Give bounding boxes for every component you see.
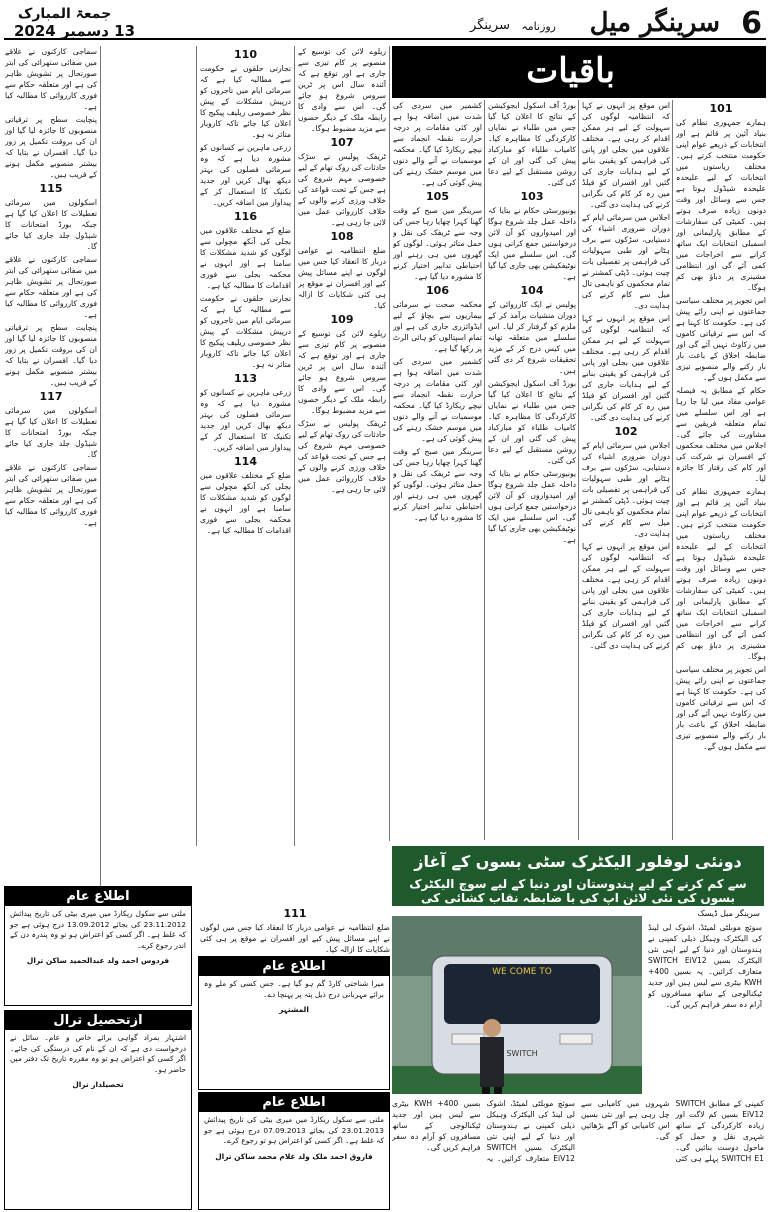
article-paragraph: زرعی ماہرین نے کسانوں کو مشورہ دیا ہے کہ وہ سرمائی فصلوں کی بہتر دیکھ بھال کریں اور جدید تکنیک کا استعمال کر کے پیداوار میں اضافہ کریں۔	[200, 388, 291, 452]
story-number: 116	[234, 210, 257, 223]
notice-signature: فاروق احمد ملک ولد غلام محمد ساکن ترال	[215, 1151, 373, 1161]
article-paragraph: ٹریفک پولیس نے سڑک حادثات کی روک تھام کے لیے خصوصی مہم شروع کی ہے جس کے تحت قواعد کی خلاف ورزی کرنے والوں کے خلاف کارروائی عمل میں لائی جا رہی ہے۔	[298, 152, 386, 227]
story-number: 113	[234, 372, 257, 385]
column-1	[676, 100, 766, 840]
article-paragraph: اسکولوں میں سرمائی تعطیلات کا اعلان کیا گیا ہے جبکہ بورڈ امتحانات کا شیڈول جلد جاری کیا جائے گا۔	[5, 198, 97, 251]
ad-headline: دونئی لوفلور الیکٹرک سٹی بسوں کے آغاز	[414, 852, 742, 871]
column-5	[298, 46, 386, 846]
issue-date: 13 دسمبر 2024	[14, 22, 136, 40]
article-paragraph: ضلع کے مختلف علاقوں میں بجلی کی آنکھ مچولی سے لوگوں کو شدید مشکلات کا سامنا ہے اور انہوں نے محکمہ بجلی سے فوری اقدامات کا مطالبہ کیا ہے۔	[200, 226, 291, 290]
article-paragraph: اس موقع پر انہوں نے کہا کہ انتظامیہ لوگوں کی سہولت کے لیے ہر ممکن اقدام کر رہی ہے۔ مختلف علاقوں میں بجلی اور پانی کی فراہمی کو یقینی بنانے کے لیے ہدایات جاری کی گئیں اور افسران کو فیلڈ میں رہ کر کام کی نگرانی کرنے کی ہدایت دی گئی۔	[582, 101, 670, 209]
bus-destination-sign: WE COME TO	[492, 967, 552, 977]
article-paragraph: پولیس نے ایک کارروائی کے دوران منشیات برآمد کر کے ملزم کو گرفتار کر لیا۔ اس سلسلے میں متعلقہ تھانہ میں کیس درج کر کے مزید تحقیقات شروع کر دی گئی ہیں۔	[488, 300, 576, 375]
article-paragraph: ضلع انتظامیہ نے عوامی دربار کا انعقاد کیا جس میں لوگوں نے اپنے مسائل پیش کیے اور افسران نے موقع پر ہی کئی شکایات کا ازالہ کیا۔	[200, 923, 390, 954]
article-paragraph: یونیورسٹی حکام نے بتایا کہ داخلہ عمل جلد شروع ہوگا اور امیدواروں کو آن لائن درخواستیں جمع کرانی ہوں گی۔ اس سلسلے میں ایک نوٹیفکیشن بھی جاری کیا گیا ہے۔	[488, 206, 576, 281]
bus-photo	[392, 916, 642, 1094]
story-number: 104	[520, 284, 544, 297]
notice-body: ملتی سے سکول ریکارڈ میں میری بیٹی کی تاریخ پیدائش 23.11.2012 کی بجائے 13.09.2012 درج ہوئی ہے جو کہ غلط ہے۔ اگر کسی کو اعتراض ہو تو وہ پندرہ دن کے اندر رجوع کرے۔	[10, 909, 186, 950]
article-paragraph: سماجی کارکنوں نے علاقے میں صفائی ستھرائی کی ابتر صورتحال پر تشویش ظاہر کی ہے اور متعلقہ حکام سے فوری کارروائی کا مطالبہ کیا ہے۔	[5, 255, 97, 319]
notice-body: میرا شناختی کارڈ گم ہو گیا ہے۔ جس کسی کو ملے وہ برائے مہربانی درج ذیل پتہ پر پہنچا دے۔	[204, 979, 384, 999]
article-paragraph: حکام کے مطابق یہ فیصلہ عوامی مفاد میں لیا جا رہا ہے اور اس سلسلے میں تمام متعلقہ فریقین سے مشاورت کی جائے گی۔ اجلاس میں مختلف محکموں کے افسران نے شرکت کی اور کام کی رفتار کا جائزہ لیا۔	[676, 386, 766, 483]
column-3	[488, 100, 576, 840]
story-number: 101	[709, 102, 733, 115]
article-paragraph: اجلاس میں سرمائی ایام کے دوران ضروری اشیاء کی دستیابی، سڑکوں سے برف ہٹانے اور طبی سہولیات کی فراہمی پر تفصیلی بات چیت ہوئی۔ ڈپٹی کمشنر نے تمام محکموں کو باہمی تال میل سے کام کرنے کی ہدایت دی۔	[582, 213, 670, 310]
story-number: 106	[426, 284, 449, 297]
article-paragraph: کشمیر میں سردی کی شدت میں اضافہ ہوا ہے اور کئی مقامات پر درجہ حرارت نقطہ انجماد سے نیچے ریکارڈ کیا گیا۔ محکمہ موسمیات نے آنے والے دنوں میں موسم خشک رہنے کی پیش گوئی کی ہے۔	[393, 357, 482, 443]
notice-title: اطلاع عام	[5, 887, 191, 906]
ad-bottom-text	[392, 1098, 764, 1208]
public-notice-3	[198, 1092, 390, 1210]
article-paragraph: پنچایت سطح پر ترقیاتی منصوبوں کا جائزہ لیا گیا اور ان کی بروقت تکمیل پر زور دیا گیا۔ افسران نے بتایا کہ بیشتر منصوبے مکمل ہونے کے قریب ہیں۔	[5, 323, 97, 387]
notice-signature: فردوس احمد ولد عبدالحمید ساکن ترال	[26, 956, 170, 965]
article-paragraph: اس تجویز پر مختلف سیاسی جماعتوں نے اپنی رائے پیش کی ہے۔ حکومت کا کہنا ہے کہ اس سے ترقیاتی کاموں میں رکاوٹ نہیں آئے گی اور ضابطہ اخلاق کے باعث بار بار رکنے والے منصوبے تیزی سے مکمل ہوں گے۔	[676, 296, 766, 382]
tehsil-notice	[4, 1010, 192, 1210]
notice-title: اطلاع عام	[199, 957, 389, 976]
article-paragraph: تجارتی حلقوں نے حکومت سے مطالبہ کیا ہے کہ سرمائی ایام میں تاجروں کو درپیش مشکلات کے پیش نظر خصوصی ریلیف پیکیج کا اعلان کیا جائے تاکہ کاروبار متاثر نہ ہو۔	[200, 294, 291, 369]
article-paragraph: اجلاس میں سرمائی ایام کے دوران ضروری اشیاء کی دستیابی، سڑکوں سے برف ہٹانے اور طبی سہولیات کی فراہمی پر تفصیلی بات چیت ہوئی۔ ڈپٹی کمشنر نے تمام محکموں کو باہمی تال میل سے کام کرنے کی ہدایت دی۔	[582, 441, 670, 538]
column-2	[582, 100, 670, 840]
article-paragraph: ریلوے لائن کی توسیع کے منصوبے پر کام تیزی سے جاری ہے اور توقع ہے کہ آئندہ سال اس پر ٹرین سروس شروع ہو جائے گی۔ اس سے وادی کا رابطہ ملک کے دیگر حصوں سے مزید مضبوط ہوگا۔	[298, 47, 386, 133]
article-paragraph: سرینگر میں صبح کے وقت گھنا کہرا چھایا رہا جس کی وجہ سے ٹریفک کی نقل و حمل متاثر ہوئی۔ لوگوں کو گھروں میں ہی رہنے اور احتیاطی تدابیر اختیار کرنے کا مشورہ دیا گیا ہے۔	[393, 447, 482, 522]
article-paragraph: ضلع کے مختلف علاقوں میں بجلی کی آنکھ مچولی سے لوگوں کو شدید مشکلات کا سامنا ہے اور انہوں نے محکمہ بجلی سے فوری اقدامات کا مطالبہ کیا ہے۔	[200, 471, 291, 535]
notice-title: اطلاع عام	[199, 1093, 389, 1112]
ad-bottom-paragraph: سوئچ موبلٹی لمیٹڈ، اشوک لی لینڈ کی الیکٹرک وہیکل ذیلی کمپنی نے ہندوستان اور دنیا کے لیے اپنی نئی الیکٹرک بسیں SWITCH EiV12 متعارف کرائیں۔ یہ بسیں 400+ KWH بیٹری سے لیس ہیں اور جدید ٹیکنالوجی کے ساتھ مسافروں کو آرام دہ سفر فراہم کریں گی۔	[392, 1099, 575, 1163]
page-number: 6	[741, 6, 762, 41]
story-number: 102	[614, 425, 638, 438]
notice-body: ملتی سے سکول ریکارڈ میں میری بیٹی کی تاریخ پیدائش 23.01.2013 کی بجائے 07.09.2013 درج ہوئی ہے جو کہ غلط ہے۔ اگر کسی کو اعتراض ہو تو رجوع کرے۔	[204, 1115, 384, 1145]
section-banner	[392, 46, 766, 98]
article-paragraph: ریلوے لائن کی توسیع کے منصوبے پر کام تیزی سے جاری ہے اور توقع ہے کہ آئندہ سال اس پر ٹرین سروس شروع ہو جائے گی۔ اس سے وادی کا رابطہ ملک کے دیگر حصوں سے مزید مضبوط ہوگا۔	[298, 329, 386, 415]
article-paragraph: یونیورسٹی حکام نے بتایا کہ داخلہ عمل جلد شروع ہوگا اور امیدواروں کو آن لائن درخواستیں جمع کرانی ہوں گی۔ اس سلسلے میں ایک نوٹیفکیشن بھی جاری کیا گیا ہے۔	[488, 469, 576, 544]
column-6	[200, 46, 291, 846]
column-7	[5, 46, 97, 878]
article-paragraph: ٹریفک پولیس نے سڑک حادثات کی روک تھام کے لیے خصوصی مہم شروع کی ہے جس کے تحت قواعد کی خلاف ورزی کرنے والوں کے خلاف کارروائی عمل میں لائی جا رہی ہے۔	[298, 419, 386, 494]
notice-signature: المشتہر	[279, 1005, 309, 1014]
story-number: 109	[330, 313, 354, 326]
story-number: 107	[330, 136, 354, 149]
article-paragraph: بورڈ آف اسکول ایجوکیشن کے نتائج کا اعلان کیا گیا جس میں طلباء نے نمایاں کارکردگی کا مظاہرہ کیا۔ کامیاب طلباء کو مبارکباد پیش کی گئی اور ان کے روشن مستقبل کے لیے دعا کی گئی۔	[488, 379, 576, 465]
article-paragraph: ہمارے جمہوری نظام کی بنیاد آئین پر قائم ہے اور انتخابات کے ذریعے عوام اپنی حکومت منتخب کرتے ہیں۔ مختلف ریاستوں میں انتخابات کے لیے علیحدہ علیحدہ شیڈول ہوتا ہے جس سے وسائل اور وقت دونوں زیادہ صرف ہوتے ہیں۔ کمیٹی کی سفارشات کے مطابق پارلیمانی اور اسمبلی انتخابات ایک ساتھ کرانے سے اخراجات میں کمی آئے گی اور انتظامی مشینری پر دباؤ بھی کم ہوگا۔	[676, 118, 766, 292]
article-paragraph: محکمہ صحت نے سرمائی بیماریوں سے بچاؤ کے لیے ایڈوائزری جاری کی ہے اور تمام اسپتالوں کو ہائی الرٹ پر رکھا گیا ہے۔	[393, 300, 482, 353]
paper-name: سرینگر میل	[589, 8, 720, 38]
masthead	[4, 4, 766, 40]
article-paragraph: پنچایت سطح پر ترقیاتی منصوبوں کا جائزہ لیا گیا اور ان کی بروقت تکمیل پر زور دیا گیا۔ افسران نے بتایا کہ بیشتر منصوبے مکمل ہونے کے قریب ہیں۔	[5, 115, 97, 179]
article-paragraph: اس تجویز پر مختلف سیاسی جماعتوں نے اپنی رائے پیش کی ہے۔ حکومت کا کہنا ہے کہ اس سے ترقیاتی کاموں میں رکاوٹ نہیں آئے گی اور ضابطہ اخلاق کے باعث بار بار رکنے والے منصوبے تیزی سے مکمل ہوں گے۔	[676, 665, 766, 751]
story-number: 110	[234, 48, 257, 61]
weekday: جمعۃ المبارک	[18, 6, 112, 22]
column-4	[393, 100, 482, 840]
article-paragraph: سماجی کارکنوں نے علاقے میں صفائی ستھرائی کی ابتر صورتحال پر تشویش ظاہر کی ہے اور متعلقہ حکام سے فوری کارروائی کا مطالبہ کیا ہے۔	[5, 47, 97, 111]
story-number: 103	[520, 190, 544, 203]
public-notice-2	[198, 956, 390, 1090]
article-paragraph: اسکولوں میں سرمائی تعطیلات کا اعلان کیا گیا ہے جبکہ بورڈ امتحانات کا شیڈول جلد جاری کیا جائے گا۔	[5, 406, 97, 459]
ad-bottom-paragraph: کمپنی کے مطابق SWITCH EiV12 بسیں کم لاگت اور زیادہ کارکردگی کے ساتھ شہری نقل و حمل کو ماحول دوست بنائیں گی۔ SWITCH E1 پہلے ہی کئی شہروں میں کامیابی سے چل رہی ہے اور نئی بسیں اس کامیابی کو آگے بڑھائیں گی۔	[581, 1099, 764, 1163]
city-label: سرینگر	[470, 18, 510, 33]
notice-body: اشتہار بمراد گواہی برائے خاص و عام۔ سائل نے درخواست دی ہے کہ ان کے نام کی درستگی کی جائے۔ اگر کسی کو اعتراض ہو تو وہ مقررہ تاریخ تک دفتر میں حاضر ہو۔	[10, 1033, 186, 1074]
notice-signature: تحصیلدار ترال	[72, 1080, 124, 1089]
article-paragraph: اس موقع پر انہوں نے کہا کہ انتظامیہ لوگوں کی سہولت کے لیے ہر ممکن اقدام کر رہی ہے۔ مختلف علاقوں میں بجلی اور پانی کی فراہمی کو یقینی بنانے کے لیے ہدایات جاری کی گئیں اور افسران کو فیلڈ میں رہ کر کام کی نگرانی کرنے کی ہدایت دی گئی۔	[582, 314, 670, 422]
article-paragraph: بورڈ آف اسکول ایجوکیشن کے نتائج کا اعلان کیا گیا جس میں طلباء نے نمایاں کارکردگی کا مظاہرہ کیا۔ کامیاب طلباء کو مبارکباد پیش کی گئی اور ان کے روشن مستقبل کے لیے دعا کی گئی۔	[488, 101, 576, 187]
article-paragraph: سماجی کارکنوں نے علاقے میں صفائی ستھرائی کی ابتر صورتحال پر تشویش ظاہر کی ہے اور متعلقہ حکام سے فوری کارروائی کا مطالبہ کیا ہے۔	[5, 463, 97, 527]
ad-byline: سرینگر میل ڈیسک	[697, 909, 760, 918]
ad-body	[648, 922, 762, 1092]
story-number: 108	[330, 230, 354, 243]
article-paragraph: زرعی ماہرین نے کسانوں کو مشورہ دیا ہے کہ وہ سرمائی فصلوں کی بہتر دیکھ بھال کریں اور جدید تکنیک کا استعمال کر کے پیداوار میں اضافہ کریں۔	[200, 143, 291, 207]
story-number: 111	[283, 907, 307, 920]
ad-header	[392, 846, 764, 906]
ad-subhead: سے کم کرنے کے لیے ہندوستان اور دنیا کے لیے سوچ الیکٹرک بسوں کی نئی لائن اپ کی با ضابطہ نقاب کشائی کی	[409, 877, 747, 905]
article-paragraph: کشمیر میں سردی کی شدت میں اضافہ ہوا ہے اور کئی مقامات پر درجہ حرارت نقطہ انجماد سے نیچے ریکارڈ کیا گیا۔ محکمہ موسمیات نے آنے والے دنوں میں موسم خشک رہنے کی پیش گوئی کی ہے۔	[393, 101, 482, 187]
story-number: 117	[39, 390, 63, 403]
ad-body-text: سوئچ موبلٹی لمیٹڈ، اشوک لی لینڈ کی الیکٹرک وہیکل ذیلی کمپنی نے ہندوستان اور دنیا کے لیے اپنی نئی الیکٹرک بسیں SWITCH EiV12 متعارف کرائیں۔ یہ بسیں 400+ KWH بیٹری سے لیس ہیں اور جدید ٹیکنالوجی کے ساتھ مسافروں کو آرام دہ سفر فراہم کریں گی۔	[648, 923, 762, 1009]
article-paragraph: ضلع انتظامیہ نے عوامی دربار کا انعقاد کیا جس میں لوگوں نے اپنے مسائل پیش کیے اور افسران نے موقع پر ہی کئی شکایات کا ازالہ کیا۔	[298, 246, 386, 310]
section-title: باقیات	[526, 51, 615, 91]
article-paragraph: اس موقع پر انہوں نے کہا کہ انتظامیہ لوگوں کی سہولت کے لیے ہر ممکن اقدام کر رہی ہے۔ مختلف علاقوں میں بجلی اور پانی کی فراہمی کو یقینی بنانے کے لیے ہدایات جاری کی گئیں اور افسران کو فیلڈ میں رہ کر کام کی نگرانی کرنے کی ہدایت دی گئی۔	[582, 542, 670, 650]
article-paragraph: تجارتی حلقوں نے حکومت سے مطالبہ کیا ہے کہ سرمائی ایام میں تاجروں کو درپیش مشکلات کے پیش نظر خصوصی ریلیف پیکیج کا اعلان کیا جائے تاکہ کاروبار متاثر نہ ہو۔	[200, 64, 291, 139]
notice-title: ازتحصیل ترال	[5, 1011, 191, 1030]
daily-label: روزنامہ	[521, 20, 556, 33]
story-number: 105	[426, 190, 449, 203]
story-number: 114	[234, 455, 257, 468]
article-paragraph: ہمارے جمہوری نظام کی بنیاد آئین پر قائم ہے اور انتخابات کے ذریعے عوام اپنی حکومت منتخب کرتے ہیں۔ مختلف ریاستوں میں انتخابات کے لیے علیحدہ علیحدہ شیڈول ہوتا ہے جس سے وسائل اور وقت دونوں زیادہ صرف ہوتے ہیں۔ کمیٹی کی سفارشات کے مطابق پارلیمانی اور اسمبلی انتخابات ایک ساتھ کرانے سے اخراجات میں کمی آئے گی اور انتظامی مشینری پر دباؤ بھی کم ہوگا۔	[676, 487, 766, 661]
story-111	[200, 905, 390, 955]
story-number: 115	[39, 182, 63, 195]
bus-launch-advertorial	[392, 846, 764, 1212]
article-paragraph: سرینگر میں صبح کے وقت گھنا کہرا چھایا رہا جس کی وجہ سے ٹریفک کی نقل و حمل متاثر ہوئی۔ لوگوں کو گھروں میں ہی رہنے اور احتیاطی تدابیر اختیار کرنے کا مشورہ دیا گیا ہے۔	[393, 206, 482, 281]
bus-brand-text: SWITCH	[506, 1049, 538, 1058]
public-notice-1	[4, 886, 192, 1006]
